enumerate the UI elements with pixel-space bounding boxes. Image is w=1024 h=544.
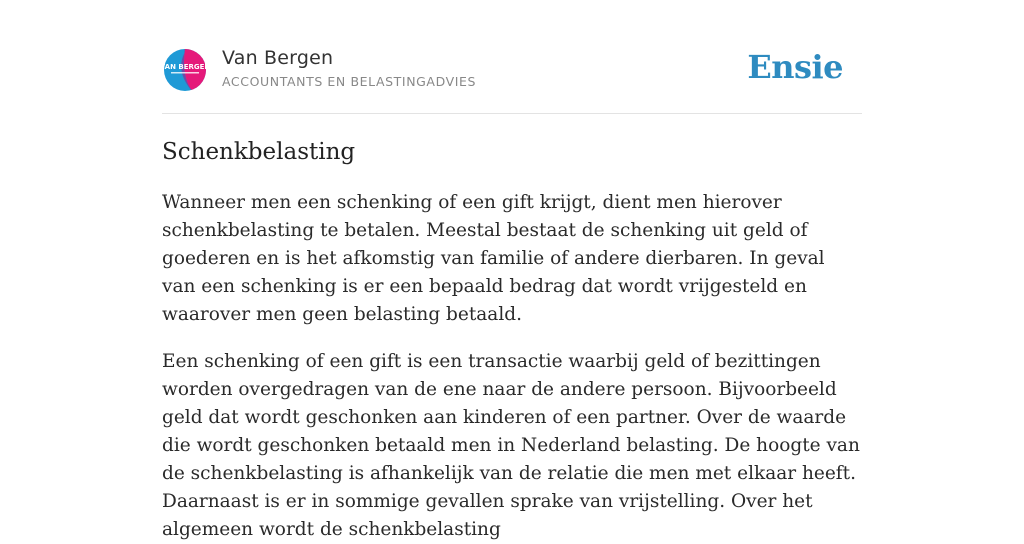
article-paragraph: Een schenking of een gift is een transactie waarbij geld of bezittingen worden overgedragen van de ene naar de andere persoon. Bijvoorbeeld geld dat wordt geschonken aan kinderen of een partner. Over de waarde die wordt geschonken betaald men in Nederland belasting. De hoogte van de schenkbelasting is afhankelijk van de relatie die men met elkaar heeft. Daarnaast is er in sommige gevallen sprake van vrijstelling. Over het algemeen wordt de schenkbelasting bbox=[162, 351, 860, 540]
company-info bbox=[222, 46, 476, 91]
ensie-logo[interactable]: Ensie bbox=[747, 48, 843, 86]
company-subtitle: ACCOUNTANTS EN BELASTINGADVIES bbox=[222, 74, 477, 89]
logo-text: VAN BERGEN bbox=[159, 63, 211, 71]
company-name[interactable]: Van Bergen bbox=[222, 47, 334, 69]
article bbox=[162, 136, 862, 544]
logo-graphic bbox=[159, 48, 211, 92]
article-paragraph: Wanneer men een schenking of een gift krijgt, dient men hierover schenkbelasting te betalen. Meestal bestaat de schenking uit geld of goederen en is het afkomstig van familie of andere dierbaren. In geval van een schenking is er een bepaald bedrag dat wordt vrijgesteld en waarover men geen belasting betaald. bbox=[162, 192, 825, 325]
article-title: Schenkbelasting bbox=[162, 139, 356, 165]
header bbox=[159, 44, 862, 114]
company-logo[interactable] bbox=[159, 48, 211, 92]
